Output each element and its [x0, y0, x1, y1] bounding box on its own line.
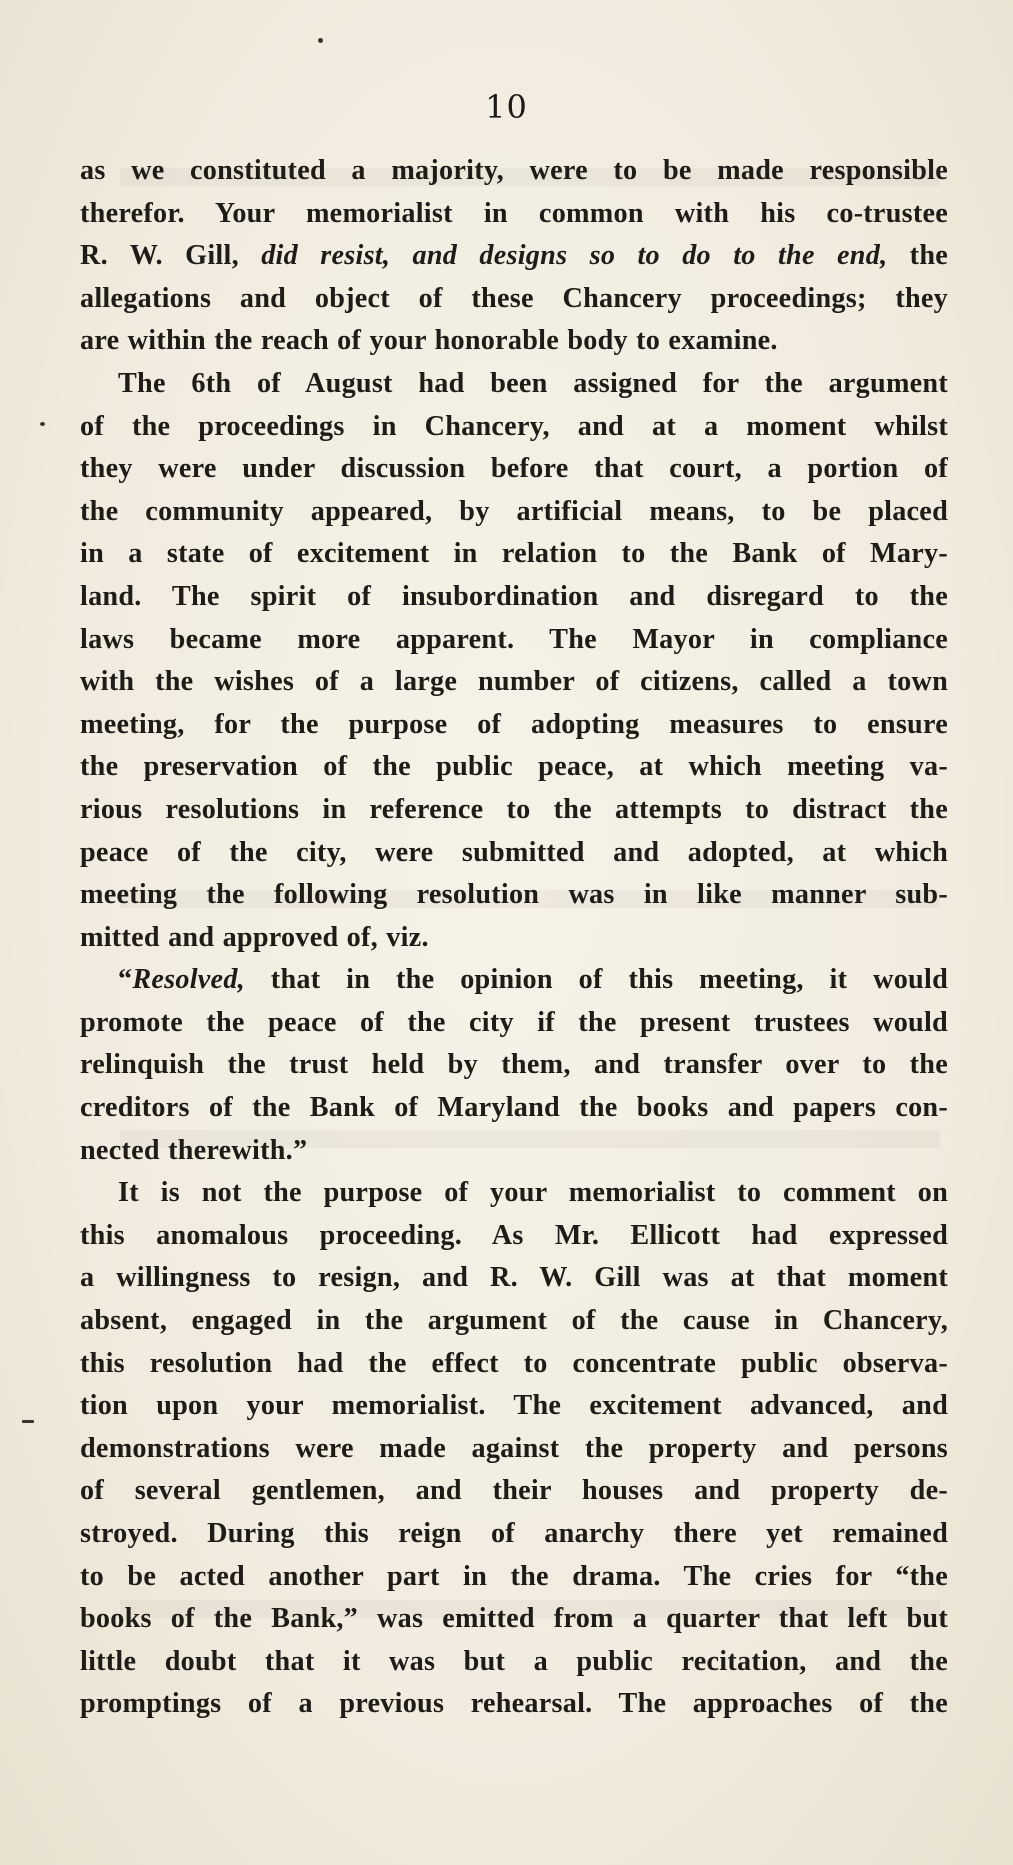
text-line: allegations and object of these Chancery proceedings; they — [80, 282, 948, 314]
ink-speck — [318, 38, 323, 43]
text-line: therefor. Your memorialist in common with his co-trustee — [80, 197, 948, 229]
text-line: demonstrations were made against the property and persons — [80, 1432, 948, 1464]
text-line: with the wishes of a large number of citizens, called a town — [80, 666, 948, 698]
text-line: It is not the purpose of your memorialist to comment on — [118, 1177, 948, 1209]
italic-phrase: did resist, and designs so to do to the end, — [261, 240, 888, 272]
text-line: relinquish the trust held by them, and transfer over to the — [80, 1049, 948, 1081]
text-line: this anomalous proceeding. As Mr. Ellicott had expressed — [80, 1219, 948, 1251]
text-line: rious resolutions in reference to the attempts to distract the — [80, 793, 948, 825]
ink-speck — [40, 422, 45, 426]
text-line: laws became more apparent. The Mayor in compliance — [80, 623, 948, 655]
text-line: the community appeared, by artificial means, to be placed — [80, 495, 948, 527]
text-line: “Resolved, that in the opinion of this meeting, it would — [118, 964, 948, 996]
text-line: promptings of a previous rehearsal. The approaches of the — [80, 1688, 948, 1720]
text-line: mitted and approved of, viz. — [80, 921, 429, 953]
text-line: creditors of the Bank of Maryland the books and papers con- — [80, 1092, 948, 1124]
text-line: as we constituted a majority, were to be made responsible — [80, 155, 948, 186]
text-line: stroyed. During this reign of anarchy there yet remained — [80, 1518, 948, 1549]
ink-speck — [22, 1420, 34, 1423]
page-number: 10 — [485, 88, 528, 126]
text-line: they were under discussion before that court, a portion of — [80, 453, 948, 485]
text-line: the preservation of the public peace, at which meeting va- — [80, 751, 948, 783]
text-line: tion upon your memorialist. The excitement advanced, and — [80, 1390, 948, 1422]
text-line: are within the reach of your honorable body to examine. — [80, 325, 778, 357]
body-text — [80, 150, 948, 1726]
italic-phrase: Resolved, — [132, 964, 245, 996]
text-line: nected therewith.” — [80, 1134, 308, 1166]
text-line: little doubt that it was but a public recitation, and the — [80, 1645, 948, 1677]
text-line: land. The spirit of insubordination and disregard to the — [80, 580, 948, 612]
text-line: meeting the following resolution was in like manner sub- — [80, 879, 948, 911]
text-line: a willingness to resign, and R. W. Gill was at that moment — [80, 1262, 948, 1294]
text-line: to be acted another part in the drama. The cries for “the — [80, 1560, 948, 1592]
text-line: absent, engaged in the argument of the cause in Chancery, — [80, 1305, 948, 1337]
text-line: of the proceedings in Chancery, and at a moment whilst — [80, 410, 948, 442]
text-line: The 6th of August had been assigned for the argument — [118, 367, 948, 399]
text-line: R. W. Gill, did resist, and designs so to do to the end, the — [80, 240, 949, 272]
text-line: peace of the city, were submitted and adopted, at which — [80, 836, 948, 868]
text-line: of several gentlemen, and their houses and property de- — [80, 1475, 948, 1507]
text-line: this resolution had the effect to concentrate public observa- — [80, 1347, 948, 1379]
text-line: meeting, for the purpose of adopting measures to ensure — [80, 708, 948, 740]
text-line: promote the peace of the city if the present trustees would — [80, 1006, 948, 1038]
text-line: books of the Bank,” was emitted from a quarter that left but — [80, 1603, 948, 1635]
text-line: in a state of excitement in relation to the Bank of Mary- — [80, 538, 948, 570]
